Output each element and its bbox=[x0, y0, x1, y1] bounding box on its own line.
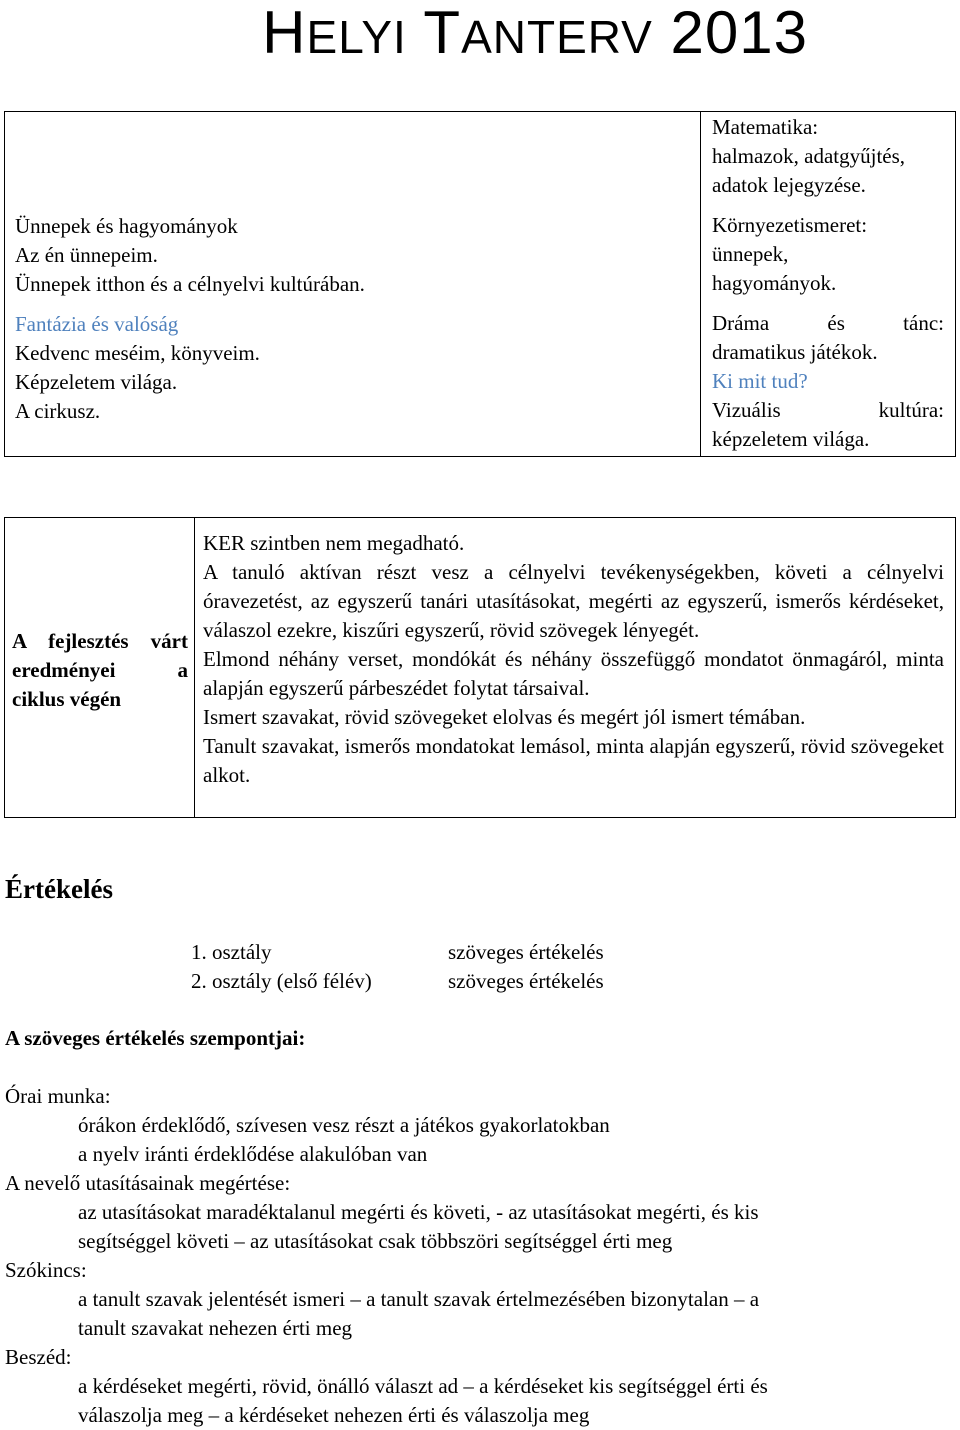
outcomes-label: A fejlesztés várt eredményei a ciklus végén bbox=[12, 629, 188, 711]
environment-label: Környezetismeret: bbox=[712, 213, 868, 237]
topic-line: A cirkusz. bbox=[15, 399, 101, 423]
evaluation-heading: Értékelés bbox=[5, 874, 113, 904]
connection-line: hagyományok. bbox=[712, 271, 837, 295]
outcome-paragraph: KER szintben nem megadható. bbox=[203, 531, 465, 555]
outcome-paragraph: Ismert szavakat, rövid szövegeket elolvas és megért jól ismert témában. bbox=[203, 705, 806, 729]
criteria-line: a nyelv iránti érdeklődése alakulóban van bbox=[78, 1142, 428, 1166]
grade-type: szöveges értékelés bbox=[448, 969, 604, 993]
criteria-line: órákon érdeklődő, szívesen vesz részt a játékos gyakorlatokban bbox=[78, 1113, 610, 1137]
criteria-section-title: Beszéd: bbox=[5, 1345, 72, 1369]
topic-line: Képzeletem világa. bbox=[15, 370, 178, 394]
topic-line: Ünnepek itthon és a célnyelvi kultúrában. bbox=[15, 272, 365, 296]
criteria-line: a tanult szavak jelentését ismeri – a tanult szavak értelmezésében bizonytalan – a bbox=[78, 1287, 760, 1311]
visual-culture-label: Vizuális kultúra: bbox=[712, 398, 944, 422]
topic-line: Kedvenc meséim, könyveim. bbox=[15, 341, 260, 365]
connection-line: dramatikus játékok. bbox=[712, 340, 878, 364]
criteria-line: válaszolja meg – a kérdéseket nehezen érti és válaszolja meg bbox=[78, 1403, 590, 1427]
topics-cell bbox=[5, 112, 701, 456]
kimittud-label: Ki mit tud? bbox=[712, 369, 808, 393]
grade-label: 2. osztály (első félév) bbox=[191, 969, 372, 993]
criteria-section-title: Órai munka: bbox=[5, 1084, 111, 1108]
topics-table bbox=[4, 111, 956, 457]
outcomes-label-cell bbox=[5, 518, 195, 817]
outcomes-table bbox=[4, 517, 956, 818]
outcome-paragraph: Tanult szavakat, ismerős mondatokat lemásol, minta alapján egyszerű, rövid szövegeket alkot. bbox=[203, 734, 944, 787]
grade-type: szöveges értékelés bbox=[448, 940, 604, 964]
grade-row bbox=[191, 938, 604, 967]
grade-label: 1. osztály bbox=[191, 940, 272, 964]
outcome-paragraph: Elmond néhány verset, mondókát és néhány összefüggő mondatot önmagáról, minta alapján egyszerű párbeszédet folytat társaival. bbox=[203, 647, 944, 700]
criteria-line: segítséggel követi – az utasításokat csak többszöri segítséggel érti meg bbox=[78, 1229, 673, 1253]
topic-line: Az én ünnepeim. bbox=[15, 243, 158, 267]
grades-list bbox=[191, 938, 604, 996]
connection-line: adatok lejegyzése. bbox=[712, 173, 866, 197]
outcome-paragraph: A tanuló aktívan részt vesz a célnyelvi tevékenységekben, követi a célnyelvi óravezetést, az egyszerű tanári utasításokat, megérti az egyszerű, ismerős kérdéseket, válaszol ezekre, kiszűri egyszerű, rövid szövegek lényegét. bbox=[203, 560, 944, 642]
criteria-line: tanult szavakat nehezen érti meg bbox=[78, 1316, 353, 1340]
connection-line: halmazok, adatgyűjtés, bbox=[712, 144, 906, 168]
drama-label: Dráma és tánc: bbox=[712, 311, 944, 335]
connections-cell bbox=[701, 112, 955, 456]
criteria-section-title: Szókincs: bbox=[5, 1258, 87, 1282]
connection-line: képzeletem világa. bbox=[712, 427, 870, 451]
document-title: HELYI TANTERV 2013 bbox=[262, 0, 808, 66]
topic-heading-fantasy: Fantázia és valóság bbox=[15, 312, 179, 336]
math-label: Matematika: bbox=[712, 115, 819, 139]
criteria-heading: A szöveges értékelés szempontjai: bbox=[5, 1026, 306, 1050]
criteria-line: az utasításokat maradéktalanul megérti és követi, - az utasításokat megérti, és kis bbox=[78, 1200, 759, 1224]
grade-row bbox=[191, 967, 604, 996]
connection-line: ünnepek, bbox=[712, 242, 789, 266]
topic-line: Ünnepek és hagyományok bbox=[15, 214, 238, 238]
criteria-section-title: A nevelő utasításainak megértése: bbox=[5, 1171, 291, 1195]
criteria-list bbox=[5, 1082, 905, 1430]
criteria-line: a kérdéseket megérti, rövid, önálló választ ad – a kérdéseket kis segítséggel érti és bbox=[78, 1374, 768, 1398]
outcomes-content-cell bbox=[195, 518, 955, 817]
